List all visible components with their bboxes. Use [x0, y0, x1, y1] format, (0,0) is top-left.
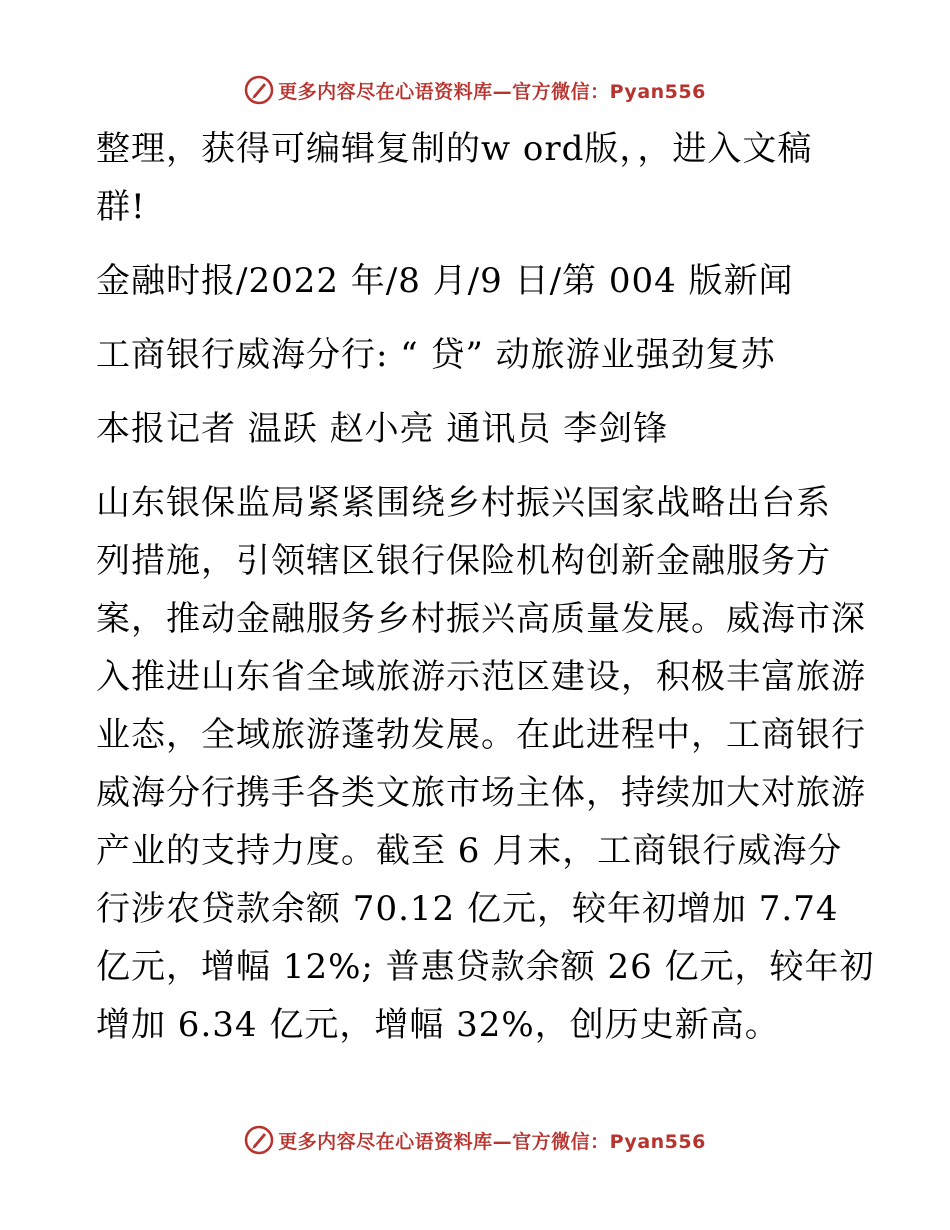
body-line-2: 列措施，引领辖区银行保险机构创新金融服务方 [96, 541, 831, 581]
quill-logo-icon [244, 75, 274, 105]
header-banner [0, 70, 950, 110]
footer-banner [0, 1120, 950, 1160]
source-line: 金融时报/2022 年/8 月/9 日/第 004 版新闻 [96, 261, 794, 301]
body-line-4: 入推进山东省全域旅游示范区建设，积极丰富旅游 [96, 657, 866, 697]
body-line-3: 案，推动金融服务乡村振兴高质量发展。威海市深 [96, 599, 866, 639]
intro-line-1: 整理，获得可编辑复制的w ord版，，进入文稿 [96, 129, 813, 169]
header-banner-text: 更多内容尽在心语资料库—官方微信：Pyan556 [278, 80, 706, 103]
quill-logo-icon [244, 1125, 274, 1155]
headline: 工商银行威海分行: “ 贷” 动旅游业强劲复苏 [96, 335, 776, 375]
document-body [96, 120, 875, 1054]
body-line-7: 产业的支持力度。截至 6 月末，工商银行威海分 [96, 831, 843, 871]
footer-banner-text: 更多内容尽在心语资料库—官方微信：Pyan556 [278, 1130, 706, 1153]
intro-line-2: 群! [96, 187, 146, 227]
body-line-10: 增加 6.34 亿元，增幅 32%，创历史新高。 [96, 1005, 780, 1045]
body-line-5: 业态，全域旅游蓬勃发展。在此进程中，工商银行 [96, 715, 866, 755]
body-line-9: 亿元，增幅 12%; 普惠贷款余额 26 亿元，较年初 [96, 947, 875, 987]
byline: 本报记者 温跃 赵小亮 通讯员 李剑锋 [96, 409, 669, 449]
body-line-1: 山东银保监局紧紧围绕乡村振兴国家战略出台系 [96, 483, 831, 523]
body-line-8: 行涉农贷款余额 70.12 亿元，较年初增加 7.74 [96, 889, 839, 929]
body-line-6: 威海分行携手各类文旅市场主体，持续加大对旅游 [96, 773, 866, 813]
